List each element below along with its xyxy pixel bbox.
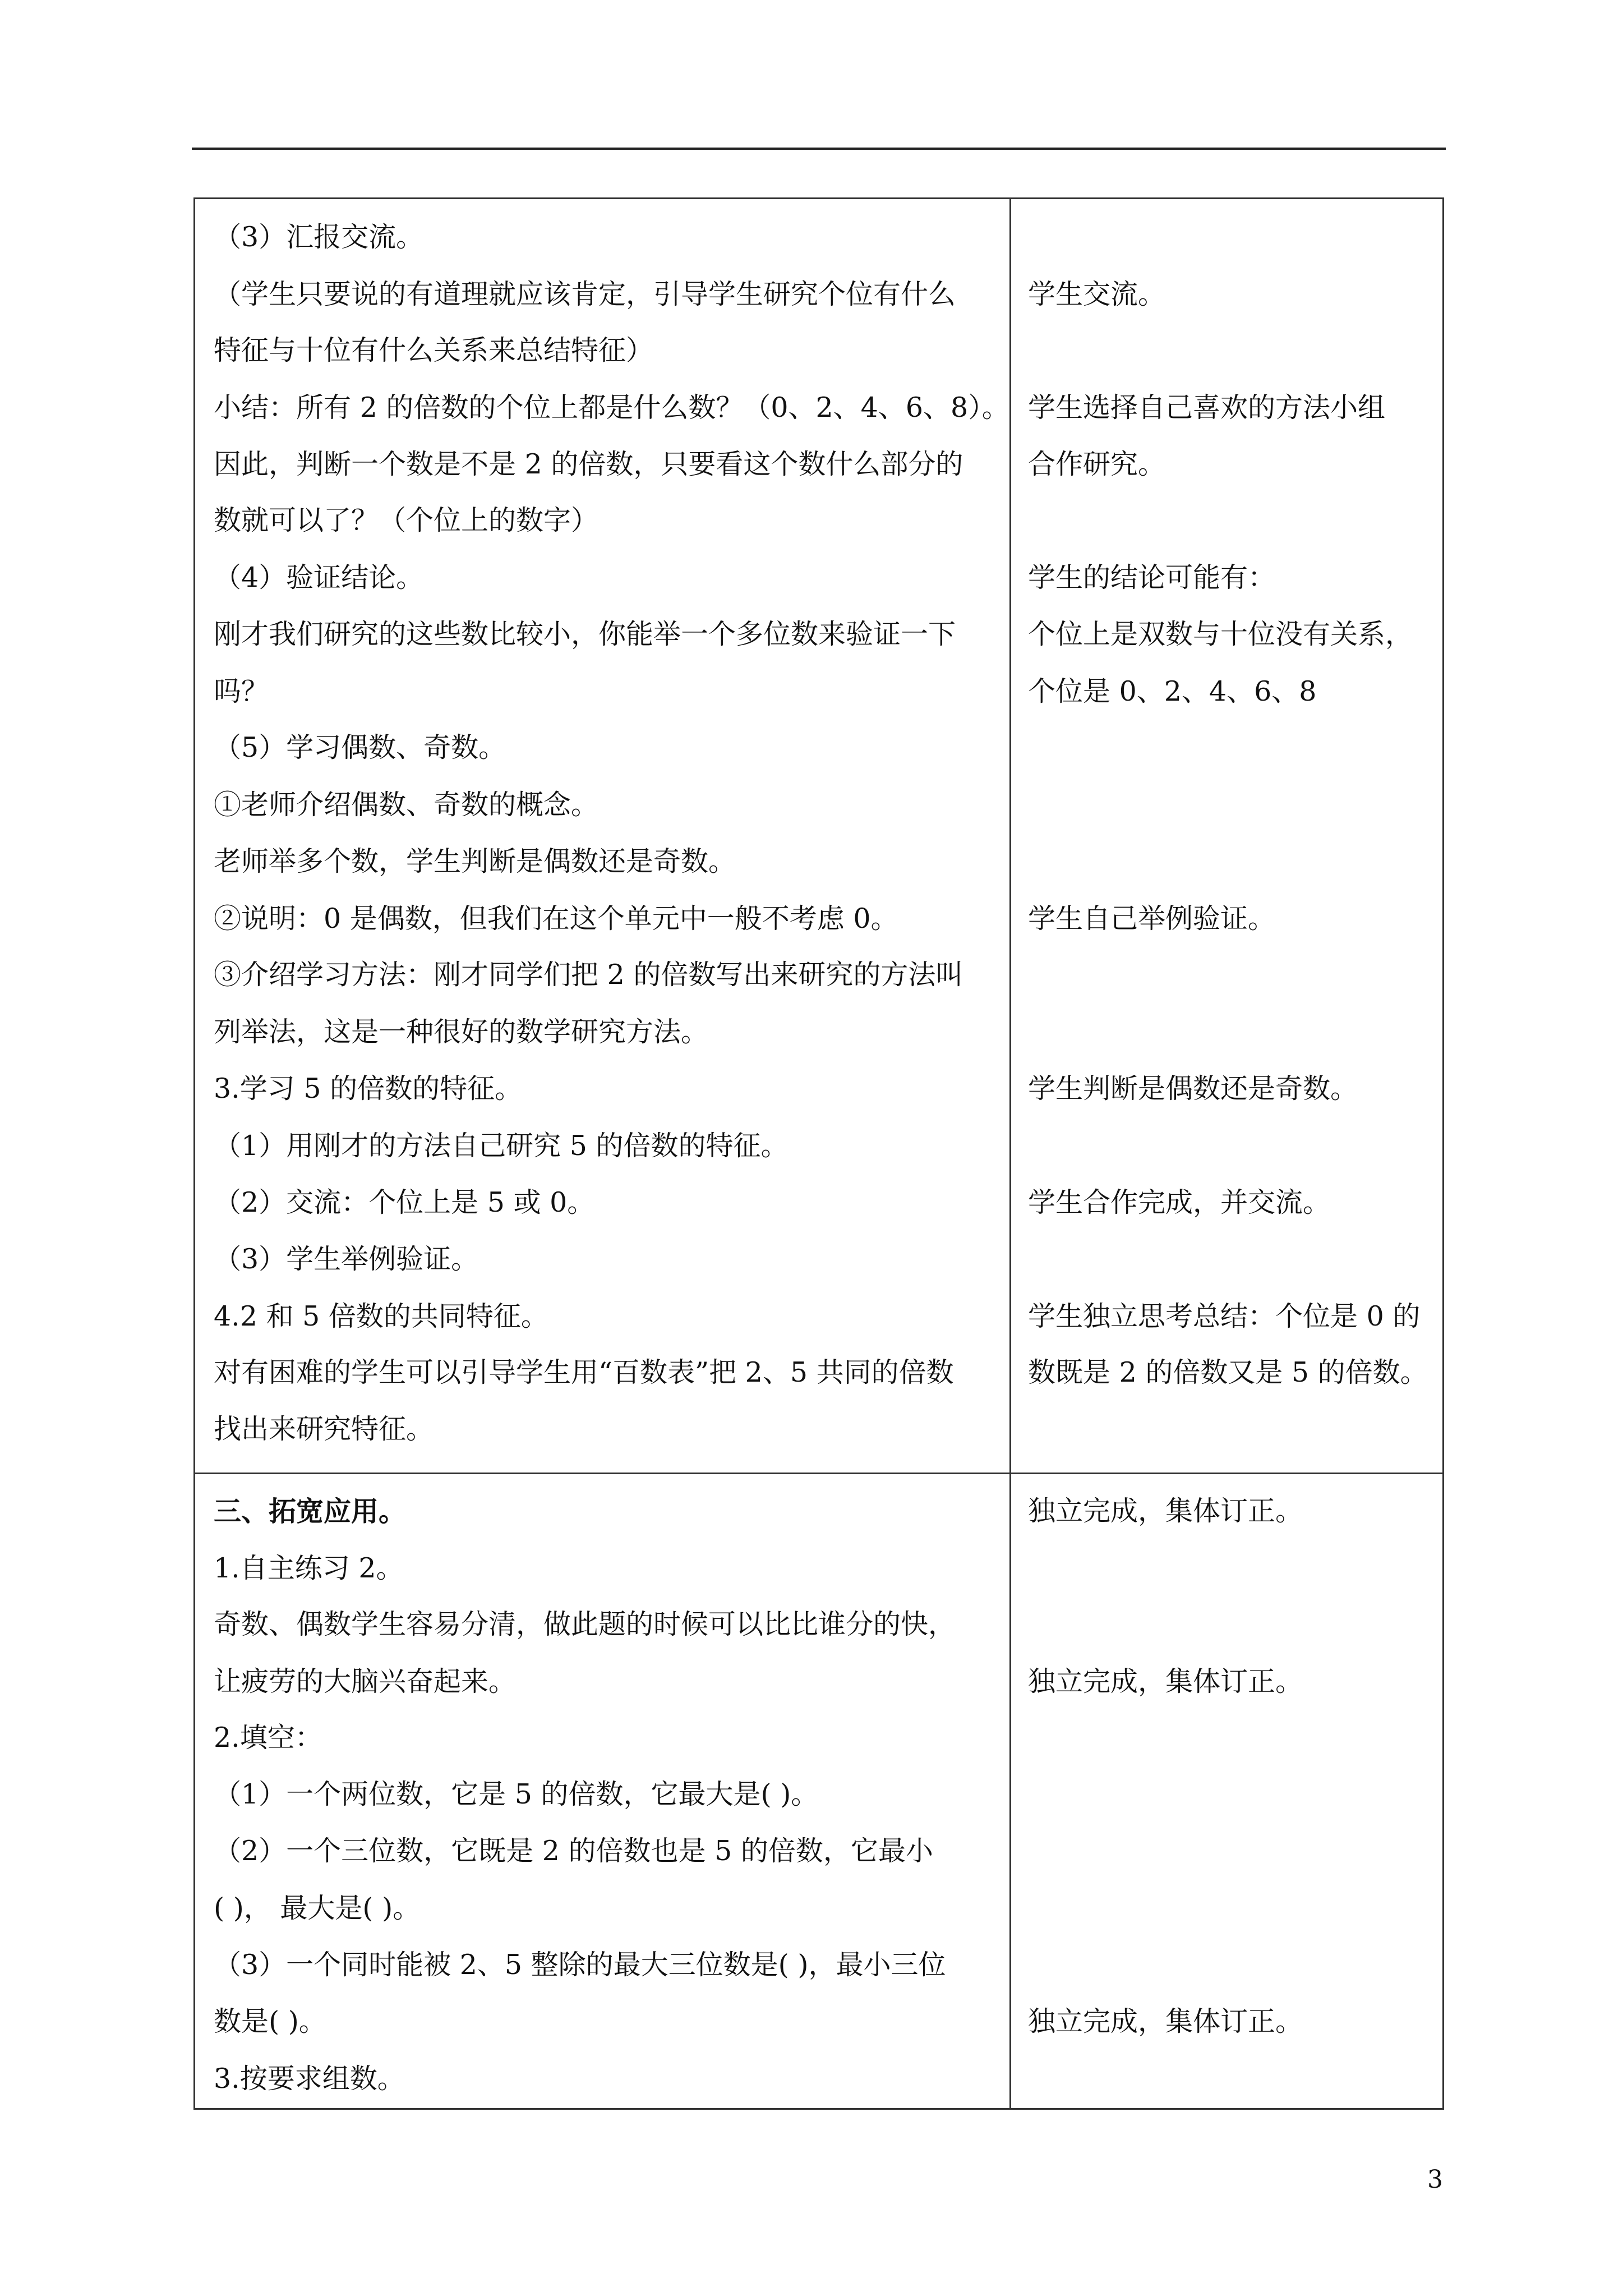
text-line: 个位上是双数与十位没有关系，	[1028, 618, 1413, 650]
text-line: ③介绍学习方法：刚才同学们把 2 的倍数写出来研究的方法叫	[214, 959, 963, 991]
text-line: 学生自己举例验证。	[1028, 903, 1276, 935]
student-activity-content	[1011, 199, 1442, 1473]
page-number: 3	[1427, 2165, 1443, 2194]
text-line: 数既是 2 的倍数又是 5 的倍数。	[1028, 1356, 1428, 1388]
text-line: 3.学习 5 的倍数的特征。	[214, 1073, 523, 1105]
text-line: 老师举多个数，学生判断是偶数还是奇数。	[214, 845, 736, 877]
text-line: 学生独立思考总结：个位是 0 的	[1028, 1300, 1421, 1332]
teaching-process-cell	[195, 199, 1011, 1474]
text-line: （3）汇报交流。	[214, 221, 424, 253]
text-line: ②说明：0 是偶数，但我们在这个单元中一般不考虑 0。	[214, 903, 898, 935]
lesson-plan-table	[193, 197, 1444, 2110]
text-line: 对有困难的学生可以引导学生用“百数表”把 2、5 共同的倍数	[214, 1356, 954, 1388]
teaching-process-content	[195, 199, 1009, 1473]
text-line: （2）交流：个位上是 5 或 0。	[214, 1186, 595, 1218]
text-line: （1）一个两位数，它是 5 的倍数，它最大是( )。	[214, 1778, 819, 1810]
text-line: （3）一个同时能被 2、5 整除的最大三位数是( )，最小三位	[214, 1949, 946, 1981]
teaching-process-cell	[195, 1474, 1011, 2109]
text-line: 学生的结论可能有：	[1028, 562, 1276, 593]
text-line: （学生只要说的有道理就应该肯定，引导学生研究个位有什么	[214, 278, 956, 310]
text-line: 找出来研究特征。	[214, 1413, 434, 1445]
text-line: （1）用刚才的方法自己研究 5 的倍数的特征。	[214, 1130, 789, 1162]
text-line: 4.2 和 5 倍数的共同特征。	[214, 1300, 548, 1332]
text-line: 吗？	[214, 675, 269, 707]
text-line: 独立完成，集体订正。	[1028, 1665, 1303, 1697]
text-line: 独立完成，集体订正。	[1028, 2005, 1303, 2037]
header-rule	[192, 148, 1446, 150]
text-line: 2.填空：	[214, 1722, 322, 1754]
teaching-process-content	[195, 1474, 1009, 2108]
student-activity-content	[1011, 1474, 1442, 2108]
student-activity-cell	[1011, 199, 1444, 1474]
text-line: 小结：所有 2 的倍数的个位上都是什么数？（0、2、4、6、8）。	[214, 392, 1009, 424]
text-line: 因此，判断一个数是不是 2 的倍数，只要看这个数什么部分的	[214, 448, 963, 480]
text-line: 数就可以了？（个位上的数字）	[214, 504, 599, 536]
text-line: 独立完成，集体订正。	[1028, 1495, 1303, 1527]
text-line: （2）一个三位数，它既是 2 的倍数也是 5 的倍数，它最小	[214, 1835, 933, 1867]
text-line: （3）学生举例验证。	[214, 1243, 479, 1275]
table-row	[195, 199, 1444, 1474]
text-line: 刚才我们研究的这些数比较小，你能举一个多位数来验证一下	[214, 618, 956, 650]
text-line: 3.按要求组数。	[214, 2063, 405, 2095]
table-row	[195, 1474, 1444, 2109]
text-line: （4）验证结论。	[214, 562, 424, 593]
text-line: 特征与十位有什么关系来总结特征）	[214, 334, 654, 366]
text-line: ( )， 最大是( )。	[214, 1892, 421, 1924]
text-line: ①老师介绍偶数、奇数的概念。	[214, 789, 599, 821]
text-line: 学生合作完成，并交流。	[1028, 1186, 1331, 1218]
text-line: 三、拓宽应用。	[214, 1495, 407, 1527]
text-line: 个位是 0、2、4、6、8	[1028, 675, 1317, 707]
text-line: 学生选择自己喜欢的方法小组	[1028, 392, 1386, 424]
text-line: 数是( )。	[214, 2005, 326, 2037]
text-line: （5）学习偶数、奇数。	[214, 731, 506, 763]
text-line: 学生判断是偶数还是奇数。	[1028, 1073, 1358, 1105]
student-activity-cell	[1011, 1474, 1444, 2109]
text-line: 奇数、偶数学生容易分清，做此题的时候可以比比谁分的快，	[214, 1608, 956, 1640]
text-line: 1.自主练习 2。	[214, 1552, 404, 1584]
text-line: 学生交流。	[1028, 278, 1166, 310]
text-line: 让疲劳的大脑兴奋起来。	[214, 1665, 517, 1697]
text-line: 列举法，这是一种很好的数学研究方法。	[214, 1016, 709, 1048]
text-line: 合作研究。	[1028, 448, 1166, 480]
